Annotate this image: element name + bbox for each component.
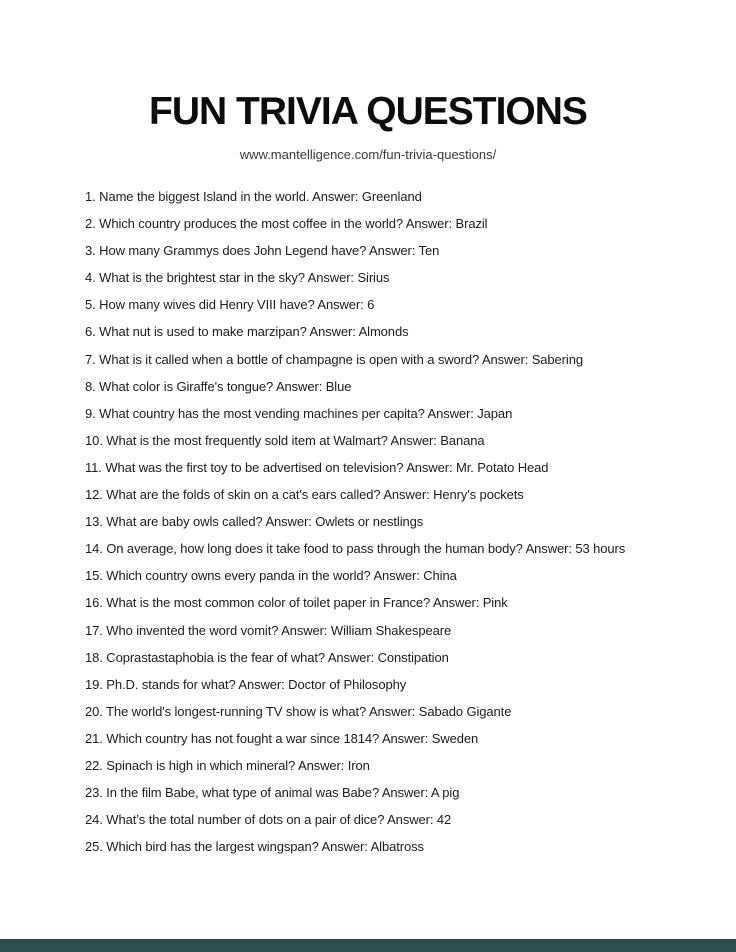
list-item: 24. What’s the total number of dots on a pair of dice? Answer: 42 <box>85 812 452 828</box>
list-item: 8. What color is Giraffe's tongue? Answer: Blue <box>85 378 352 394</box>
list-item: 13. What are baby owls called? Answer: Owlets or nestlings <box>85 514 424 530</box>
list-item: 9. What country has the most vending machines per capita? Answer: Japan <box>85 405 513 421</box>
source-url-text: www.mantelligence.com/fun-trivia-questions/ <box>239 147 497 162</box>
list-item: 11. What was the first toy to be advertised on television? Answer: Mr. Potato Head <box>85 459 549 475</box>
trivia-list <box>85 183 736 860</box>
list-item: 18. Coprastastaphobia is the fear of what? Answer: Constipation <box>85 649 449 665</box>
list-item: 10. What is the most frequently sold item at Walmart? Answer: Banana <box>85 432 485 448</box>
list-item: 6. What nut is used to make marzipan? Answer: Almonds <box>85 324 409 340</box>
list-item: 5. How many wives did Henry VIII have? Answer: 6 <box>85 297 375 313</box>
list-item: 16. What is the most common color of toilet paper in France? Answer: Pink <box>85 595 508 611</box>
list-item: 14. On average, how long does it take food to pass through the human body? Answer: 53 hours <box>85 541 626 557</box>
list-item: 7. What is it called when a bottle of champagne is open with a sword? Answer: Sabering <box>85 351 583 367</box>
list-item: 3. How many Grammys does John Legend have? Answer: Ten <box>85 243 440 259</box>
list-item: 21. Which country has not fought a war since 1814? Answer: Sweden <box>85 730 479 746</box>
list-item: 15. Which country owns every panda in the world? Answer: China <box>85 568 457 584</box>
list-item: 20. The world's longest-running TV show is what? Answer: Sabado Gigante <box>85 703 512 719</box>
list-item: 12. What are the folds of skin on a cat's ears called? Answer: Henry's pockets <box>85 487 524 503</box>
list-item: 1. Name the biggest Island in the world. Answer: Greenland <box>85 189 422 204</box>
list-item: 23. In the film Babe, what type of animal was Babe? Answer: A pig <box>85 785 460 801</box>
list-item: 2. Which country produces the most coffee in the world? Answer: Brazil <box>85 216 488 232</box>
list-item: 22. Spinach is high in which mineral? Answer: Iron <box>85 757 370 773</box>
list-item: 4. What is the brightest star in the sky? Answer: Sirius <box>85 270 390 286</box>
page-title: FUN TRIVIA QUESTIONS <box>149 90 587 133</box>
footer-accent-bar <box>0 939 736 952</box>
list-item: 25. Which bird has the largest wingspan? Answer: Albatross <box>85 839 424 855</box>
list-item: 17. Who invented the word vomit? Answer: William Shakespeare <box>85 622 452 638</box>
list-item: 19. Ph.D. stands for what? Answer: Doctor of Philosophy <box>85 676 407 692</box>
